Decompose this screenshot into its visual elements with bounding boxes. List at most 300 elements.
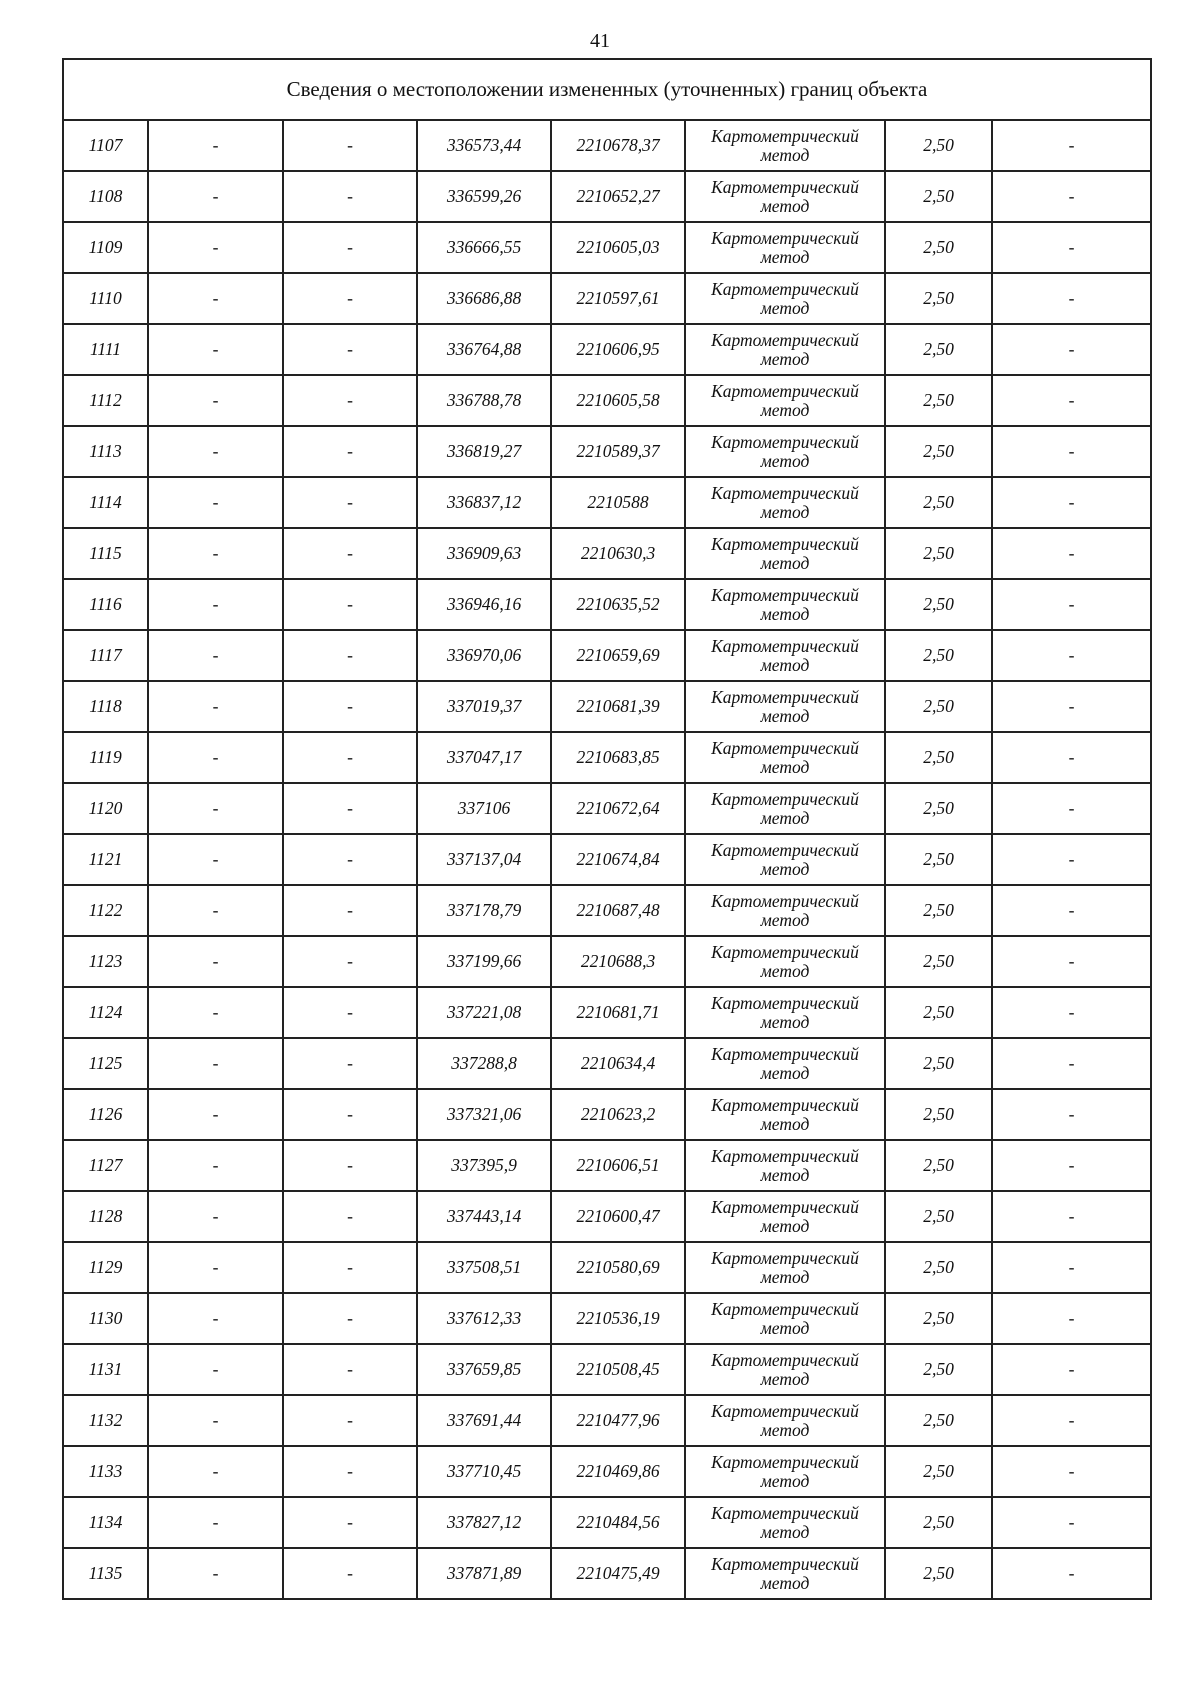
- point-number-cell: 1121: [63, 834, 148, 885]
- method-line-1: Картометрический: [711, 227, 859, 248]
- existing-y-cell: -: [283, 579, 417, 630]
- method-line-1: Картометрический: [711, 1298, 859, 1319]
- existing-x-cell: -: [148, 579, 283, 630]
- method-line-2: метод: [760, 654, 810, 675]
- method-line-2: метод: [760, 756, 810, 777]
- method-line-2: метод: [760, 1011, 810, 1032]
- existing-x-cell: -: [148, 1497, 283, 1548]
- note-cell: -: [992, 1191, 1151, 1242]
- method-line-1: Картометрический: [711, 1553, 859, 1574]
- accuracy-cell: 2,50: [885, 834, 992, 885]
- method-line-2: метод: [760, 348, 810, 369]
- method-line-2: метод: [760, 297, 810, 318]
- accuracy-cell: 2,50: [885, 1548, 992, 1599]
- existing-y-cell: -: [283, 1497, 417, 1548]
- method-line-2: метод: [760, 1419, 810, 1440]
- x-coordinate-cell: 336573,44: [417, 120, 551, 171]
- note-cell: -: [992, 885, 1151, 936]
- note-cell: -: [992, 732, 1151, 783]
- method-cell: [685, 987, 885, 1038]
- method-line-1: Картометрический: [711, 1196, 859, 1217]
- point-number-cell: 1129: [63, 1242, 148, 1293]
- accuracy-cell: 2,50: [885, 171, 992, 222]
- table-row: [63, 528, 1151, 579]
- point-number-cell: 1116: [63, 579, 148, 630]
- y-coordinate-cell: 2210469,86: [551, 1446, 685, 1497]
- method-cell: [685, 681, 885, 732]
- point-number-cell: 1109: [63, 222, 148, 273]
- table-row: [63, 324, 1151, 375]
- existing-y-cell: -: [283, 834, 417, 885]
- method-line-2: метод: [760, 195, 810, 216]
- y-coordinate-cell: 2210484,56: [551, 1497, 685, 1548]
- note-cell: -: [992, 630, 1151, 681]
- page-number: 41: [590, 30, 610, 52]
- existing-y-cell: -: [283, 1089, 417, 1140]
- method-line-1: Картометрический: [711, 1400, 859, 1421]
- x-coordinate-cell: 337508,51: [417, 1242, 551, 1293]
- y-coordinate-cell: 2210580,69: [551, 1242, 685, 1293]
- method-line-1: Картометрический: [711, 890, 859, 911]
- table-row: [63, 1038, 1151, 1089]
- point-number-cell: 1110: [63, 273, 148, 324]
- method-line-2: метод: [760, 603, 810, 624]
- y-coordinate-cell: 2210635,52: [551, 579, 685, 630]
- table-row: [63, 1344, 1151, 1395]
- existing-x-cell: -: [148, 120, 283, 171]
- method-cell: [685, 171, 885, 222]
- method-line-2: метод: [760, 1266, 810, 1287]
- method-cell: [685, 885, 885, 936]
- existing-y-cell: -: [283, 885, 417, 936]
- x-coordinate-cell: 337612,33: [417, 1293, 551, 1344]
- note-cell: -: [992, 1140, 1151, 1191]
- existing-x-cell: -: [148, 1140, 283, 1191]
- table-title-row: [63, 59, 1151, 120]
- note-cell: -: [992, 1293, 1151, 1344]
- method-line-1: Картометрический: [711, 788, 859, 809]
- accuracy-cell: 2,50: [885, 630, 992, 681]
- method-cell: [685, 1395, 885, 1446]
- method-cell: [685, 477, 885, 528]
- method-line-2: метод: [760, 1368, 810, 1389]
- existing-x-cell: -: [148, 885, 283, 936]
- table-row: [63, 1242, 1151, 1293]
- x-coordinate-cell: 337443,14: [417, 1191, 551, 1242]
- existing-x-cell: -: [148, 1089, 283, 1140]
- y-coordinate-cell: 2210681,39: [551, 681, 685, 732]
- method-line-2: метод: [760, 552, 810, 573]
- y-coordinate-cell: 2210589,37: [551, 426, 685, 477]
- table-row: [63, 1089, 1151, 1140]
- point-number-cell: 1115: [63, 528, 148, 579]
- method-cell: [685, 1191, 885, 1242]
- method-line-1: Картометрический: [711, 941, 859, 962]
- point-number-cell: 1131: [63, 1344, 148, 1395]
- existing-y-cell: -: [283, 1140, 417, 1191]
- method-line-1: Картометрический: [711, 431, 859, 452]
- method-line-1: Картометрический: [711, 1043, 859, 1064]
- method-line-1: Картометрический: [711, 1145, 859, 1166]
- note-cell: -: [992, 324, 1151, 375]
- y-coordinate-cell: 2210605,58: [551, 375, 685, 426]
- accuracy-cell: 2,50: [885, 885, 992, 936]
- y-coordinate-cell: 2210681,71: [551, 987, 685, 1038]
- note-cell: -: [992, 987, 1151, 1038]
- x-coordinate-cell: 337178,79: [417, 885, 551, 936]
- table-row: [63, 426, 1151, 477]
- point-number-cell: 1119: [63, 732, 148, 783]
- y-coordinate-cell: 2210630,3: [551, 528, 685, 579]
- accuracy-cell: 2,50: [885, 1497, 992, 1548]
- method-line-2: метод: [760, 450, 810, 471]
- existing-x-cell: -: [148, 1446, 283, 1497]
- existing-x-cell: -: [148, 426, 283, 477]
- accuracy-cell: 2,50: [885, 375, 992, 426]
- note-cell: -: [992, 579, 1151, 630]
- existing-x-cell: -: [148, 783, 283, 834]
- method-line-2: метод: [760, 1113, 810, 1134]
- accuracy-cell: 2,50: [885, 936, 992, 987]
- x-coordinate-cell: 336666,55: [417, 222, 551, 273]
- x-coordinate-cell: 337199,66: [417, 936, 551, 987]
- point-number-cell: 1113: [63, 426, 148, 477]
- x-coordinate-cell: 337871,89: [417, 1548, 551, 1599]
- accuracy-cell: 2,50: [885, 1140, 992, 1191]
- existing-y-cell: -: [283, 681, 417, 732]
- method-line-1: Картометрический: [711, 737, 859, 758]
- existing-x-cell: -: [148, 528, 283, 579]
- x-coordinate-cell: 337691,44: [417, 1395, 551, 1446]
- table-row: [63, 1395, 1151, 1446]
- accuracy-cell: 2,50: [885, 1089, 992, 1140]
- y-coordinate-cell: 2210678,37: [551, 120, 685, 171]
- note-cell: -: [992, 528, 1151, 579]
- boundary-coordinates-table: [62, 58, 1152, 1600]
- point-number-cell: 1130: [63, 1293, 148, 1344]
- accuracy-cell: 2,50: [885, 324, 992, 375]
- y-coordinate-cell: 2210606,95: [551, 324, 685, 375]
- x-coordinate-cell: 337321,06: [417, 1089, 551, 1140]
- accuracy-cell: 2,50: [885, 1344, 992, 1395]
- note-cell: -: [992, 1497, 1151, 1548]
- point-number-cell: 1128: [63, 1191, 148, 1242]
- x-coordinate-cell: 337137,04: [417, 834, 551, 885]
- existing-y-cell: -: [283, 1242, 417, 1293]
- point-number-cell: 1124: [63, 987, 148, 1038]
- y-coordinate-cell: 2210508,45: [551, 1344, 685, 1395]
- y-coordinate-cell: 2210623,2: [551, 1089, 685, 1140]
- note-cell: -: [992, 834, 1151, 885]
- y-coordinate-cell: 2210475,49: [551, 1548, 685, 1599]
- table-row: [63, 936, 1151, 987]
- method-line-2: метод: [760, 246, 810, 267]
- x-coordinate-cell: 337827,12: [417, 1497, 551, 1548]
- note-cell: -: [992, 273, 1151, 324]
- x-coordinate-cell: 337659,85: [417, 1344, 551, 1395]
- accuracy-cell: 2,50: [885, 528, 992, 579]
- method-line-1: Картометрический: [711, 1502, 859, 1523]
- existing-y-cell: -: [283, 375, 417, 426]
- existing-x-cell: -: [148, 1038, 283, 1089]
- table-row: [63, 375, 1151, 426]
- method-cell: [685, 1242, 885, 1293]
- y-coordinate-cell: 2210536,19: [551, 1293, 685, 1344]
- method-line-2: метод: [760, 909, 810, 930]
- note-cell: -: [992, 783, 1151, 834]
- x-coordinate-cell: 336686,88: [417, 273, 551, 324]
- method-line-2: метод: [760, 960, 810, 981]
- table-row: [63, 477, 1151, 528]
- accuracy-cell: 2,50: [885, 579, 992, 630]
- table-row: [63, 783, 1151, 834]
- method-cell: [685, 1038, 885, 1089]
- accuracy-cell: 2,50: [885, 1395, 992, 1446]
- existing-y-cell: -: [283, 1446, 417, 1497]
- table-row: [63, 834, 1151, 885]
- table-row: [63, 1140, 1151, 1191]
- point-number-cell: 1112: [63, 375, 148, 426]
- existing-y-cell: -: [283, 936, 417, 987]
- method-line-1: Картометрический: [711, 1451, 859, 1472]
- y-coordinate-cell: 2210606,51: [551, 1140, 685, 1191]
- x-coordinate-cell: 337019,37: [417, 681, 551, 732]
- x-coordinate-cell: 337710,45: [417, 1446, 551, 1497]
- point-number-cell: 1118: [63, 681, 148, 732]
- method-line-2: метод: [760, 501, 810, 522]
- x-coordinate-cell: 336764,88: [417, 324, 551, 375]
- method-line-1: Картометрический: [711, 482, 859, 503]
- accuracy-cell: 2,50: [885, 273, 992, 324]
- note-cell: -: [992, 120, 1151, 171]
- method-cell: [685, 120, 885, 171]
- method-line-2: метод: [760, 1521, 810, 1542]
- accuracy-cell: 2,50: [885, 732, 992, 783]
- existing-y-cell: -: [283, 528, 417, 579]
- existing-x-cell: -: [148, 1548, 283, 1599]
- x-coordinate-cell: 336819,27: [417, 426, 551, 477]
- accuracy-cell: 2,50: [885, 783, 992, 834]
- table-row: [63, 885, 1151, 936]
- note-cell: -: [992, 681, 1151, 732]
- existing-y-cell: -: [283, 783, 417, 834]
- accuracy-cell: 2,50: [885, 1191, 992, 1242]
- point-number-cell: 1126: [63, 1089, 148, 1140]
- x-coordinate-cell: 336946,16: [417, 579, 551, 630]
- y-coordinate-cell: 2210674,84: [551, 834, 685, 885]
- point-number-cell: 1107: [63, 120, 148, 171]
- y-coordinate-cell: 2210659,69: [551, 630, 685, 681]
- x-coordinate-cell: 337221,08: [417, 987, 551, 1038]
- point-number-cell: 1120: [63, 783, 148, 834]
- note-cell: -: [992, 936, 1151, 987]
- table-body: [63, 120, 1151, 1599]
- method-cell: [685, 579, 885, 630]
- accuracy-cell: 2,50: [885, 1038, 992, 1089]
- method-line-1: Картометрический: [711, 125, 859, 146]
- x-coordinate-cell: 336837,12: [417, 477, 551, 528]
- method-line-1: Картометрический: [711, 329, 859, 350]
- note-cell: -: [992, 1089, 1151, 1140]
- method-line-2: метод: [760, 1062, 810, 1083]
- note-cell: -: [992, 1344, 1151, 1395]
- existing-y-cell: -: [283, 273, 417, 324]
- existing-x-cell: -: [148, 681, 283, 732]
- method-cell: [685, 1293, 885, 1344]
- method-cell: [685, 528, 885, 579]
- method-line-2: метод: [760, 858, 810, 879]
- note-cell: -: [992, 1242, 1151, 1293]
- accuracy-cell: 2,50: [885, 1293, 992, 1344]
- existing-y-cell: -: [283, 1191, 417, 1242]
- section-title: Сведения о местоположении измененных (уточненных) границ объекта: [63, 59, 1151, 120]
- y-coordinate-cell: 2210605,03: [551, 222, 685, 273]
- existing-x-cell: -: [148, 375, 283, 426]
- table-row: [63, 1293, 1151, 1344]
- existing-y-cell: -: [283, 1293, 417, 1344]
- method-line-2: метод: [760, 1470, 810, 1491]
- table-row: [63, 120, 1151, 171]
- existing-y-cell: -: [283, 630, 417, 681]
- table-row: [63, 681, 1151, 732]
- table-row: [63, 579, 1151, 630]
- note-cell: -: [992, 1446, 1151, 1497]
- note-cell: -: [992, 222, 1151, 273]
- existing-y-cell: -: [283, 171, 417, 222]
- point-number-cell: 1122: [63, 885, 148, 936]
- method-cell: [685, 630, 885, 681]
- x-coordinate-cell: 336599,26: [417, 171, 551, 222]
- table-row: [63, 1446, 1151, 1497]
- table-row: [63, 222, 1151, 273]
- y-coordinate-cell: 2210588: [551, 477, 685, 528]
- y-coordinate-cell: 2210672,64: [551, 783, 685, 834]
- table-row: [63, 171, 1151, 222]
- method-line-2: метод: [760, 1164, 810, 1185]
- method-line-1: Картометрический: [711, 584, 859, 605]
- x-coordinate-cell: 336909,63: [417, 528, 551, 579]
- method-cell: [685, 375, 885, 426]
- existing-y-cell: -: [283, 987, 417, 1038]
- point-number-cell: 1132: [63, 1395, 148, 1446]
- accuracy-cell: 2,50: [885, 120, 992, 171]
- existing-x-cell: -: [148, 1395, 283, 1446]
- y-coordinate-cell: 2210634,4: [551, 1038, 685, 1089]
- method-line-2: метод: [760, 705, 810, 726]
- method-cell: [685, 1497, 885, 1548]
- table-row: [63, 630, 1151, 681]
- method-line-1: Картометрический: [711, 992, 859, 1013]
- table-row: [63, 1191, 1151, 1242]
- method-line-2: метод: [760, 144, 810, 165]
- existing-y-cell: -: [283, 1344, 417, 1395]
- method-line-1: Картометрический: [711, 533, 859, 554]
- note-cell: -: [992, 171, 1151, 222]
- accuracy-cell: 2,50: [885, 426, 992, 477]
- existing-x-cell: -: [148, 1344, 283, 1395]
- accuracy-cell: 2,50: [885, 1446, 992, 1497]
- x-coordinate-cell: 336970,06: [417, 630, 551, 681]
- x-coordinate-cell: 337395,9: [417, 1140, 551, 1191]
- point-number-cell: 1114: [63, 477, 148, 528]
- method-line-2: метод: [760, 1572, 810, 1593]
- y-coordinate-cell: 2210683,85: [551, 732, 685, 783]
- method-line-2: метод: [760, 1317, 810, 1338]
- accuracy-cell: 2,50: [885, 1242, 992, 1293]
- method-line-1: Картометрический: [711, 176, 859, 197]
- y-coordinate-cell: 2210477,96: [551, 1395, 685, 1446]
- point-number-cell: 1134: [63, 1497, 148, 1548]
- method-cell: [685, 426, 885, 477]
- existing-x-cell: -: [148, 834, 283, 885]
- existing-x-cell: -: [148, 171, 283, 222]
- accuracy-cell: 2,50: [885, 681, 992, 732]
- method-cell: [685, 1089, 885, 1140]
- existing-y-cell: -: [283, 477, 417, 528]
- point-number-cell: 1108: [63, 171, 148, 222]
- method-cell: [685, 936, 885, 987]
- method-line-1: Картометрический: [711, 635, 859, 656]
- accuracy-cell: 2,50: [885, 477, 992, 528]
- existing-x-cell: -: [148, 273, 283, 324]
- existing-x-cell: -: [148, 324, 283, 375]
- existing-x-cell: -: [148, 987, 283, 1038]
- note-cell: -: [992, 1038, 1151, 1089]
- method-cell: [685, 1548, 885, 1599]
- method-line-2: метод: [760, 807, 810, 828]
- accuracy-cell: 2,50: [885, 987, 992, 1038]
- note-cell: -: [992, 375, 1151, 426]
- point-number-cell: 1117: [63, 630, 148, 681]
- x-coordinate-cell: 336788,78: [417, 375, 551, 426]
- point-number-cell: 1127: [63, 1140, 148, 1191]
- existing-x-cell: -: [148, 1293, 283, 1344]
- y-coordinate-cell: 2210687,48: [551, 885, 685, 936]
- note-cell: -: [992, 426, 1151, 477]
- x-coordinate-cell: 337106: [417, 783, 551, 834]
- existing-y-cell: -: [283, 120, 417, 171]
- method-line-2: метод: [760, 399, 810, 420]
- x-coordinate-cell: 337288,8: [417, 1038, 551, 1089]
- existing-y-cell: -: [283, 324, 417, 375]
- y-coordinate-cell: 2210597,61: [551, 273, 685, 324]
- existing-x-cell: -: [148, 936, 283, 987]
- method-line-1: Картометрический: [711, 1349, 859, 1370]
- method-cell: [685, 834, 885, 885]
- note-cell: -: [992, 477, 1151, 528]
- method-line-1: Картометрический: [711, 380, 859, 401]
- note-cell: -: [992, 1548, 1151, 1599]
- method-cell: [685, 222, 885, 273]
- existing-y-cell: -: [283, 732, 417, 783]
- point-number-cell: 1135: [63, 1548, 148, 1599]
- x-coordinate-cell: 337047,17: [417, 732, 551, 783]
- point-number-cell: 1133: [63, 1446, 148, 1497]
- note-cell: -: [992, 1395, 1151, 1446]
- method-cell: [685, 324, 885, 375]
- existing-y-cell: -: [283, 1548, 417, 1599]
- method-cell: [685, 783, 885, 834]
- method-line-1: Картометрический: [711, 686, 859, 707]
- point-number-cell: 1123: [63, 936, 148, 987]
- method-line-2: метод: [760, 1215, 810, 1236]
- method-cell: [685, 1446, 885, 1497]
- point-number-cell: 1111: [63, 324, 148, 375]
- existing-x-cell: -: [148, 222, 283, 273]
- existing-x-cell: -: [148, 477, 283, 528]
- method-line-1: Картометрический: [711, 278, 859, 299]
- existing-y-cell: -: [283, 222, 417, 273]
